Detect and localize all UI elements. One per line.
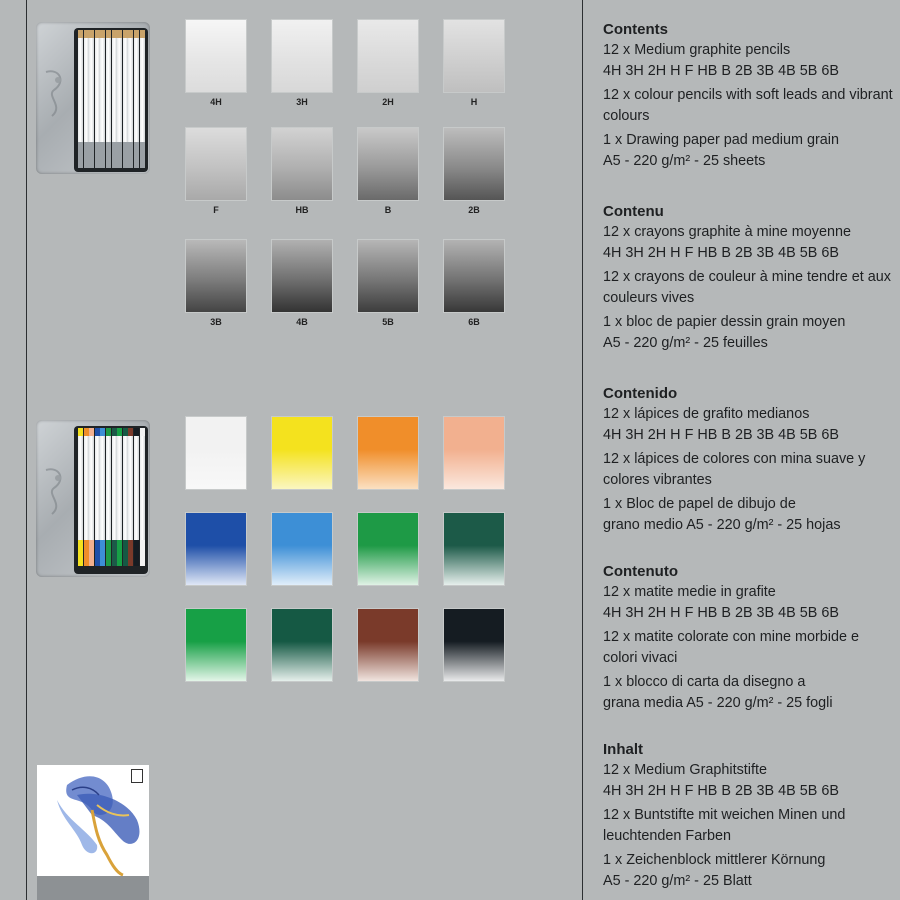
colour-swatch-emerald [186, 609, 246, 681]
graphite-pencil-tin-image [36, 22, 150, 174]
graphite-grade-label: HB [295, 205, 309, 215]
pencil [95, 430, 100, 566]
graphite-grade-label: 2B [468, 205, 480, 215]
pencil [112, 430, 117, 566]
pencil [84, 430, 89, 566]
section-title: Inhalt [603, 741, 643, 758]
colour-swatch-black [444, 609, 504, 681]
pencil [95, 32, 100, 168]
pencil [123, 32, 128, 168]
colour-swatch-dark-green [444, 513, 504, 585]
pad-line: 1 x Drawing paper pad medium grain A5 - 220 g/m² - 25 sheets [603, 132, 839, 169]
colour-swatch-white [186, 417, 246, 489]
pencil [128, 430, 133, 566]
colour-line: 12 x colour pencils with soft leads and vibrant colours [603, 87, 893, 124]
pencil [112, 32, 117, 168]
pencil [89, 430, 94, 566]
graphite-grade-label: 6B [468, 317, 480, 327]
section-title: Contenuto [603, 563, 678, 580]
left-divider-line [26, 0, 27, 900]
colour-swatch-dark-blue [186, 513, 246, 585]
pencil [100, 32, 105, 168]
graphite-swatch-3h [272, 20, 332, 92]
pencil [140, 430, 145, 566]
pencil [117, 32, 122, 168]
colour-swatch-orange [358, 417, 418, 489]
graphite-grade-label: 5B [382, 317, 394, 327]
pencil [123, 430, 128, 566]
graphite-grade-label: 3B [210, 317, 222, 327]
pencil [117, 430, 122, 566]
pencil [134, 32, 139, 168]
graphite-swatch-4b [272, 240, 332, 312]
brand-emblem-icon [40, 62, 72, 122]
pencil [78, 430, 83, 566]
pencil [78, 32, 83, 168]
pencil [106, 430, 111, 566]
pad-line: 1 x Bloc de papel de dibujo de grano medio A5 - 220 g/m² - 25 hojas [603, 496, 841, 533]
graphite-swatch-2h [358, 20, 418, 92]
contents-german [603, 740, 895, 895]
colour-line: 12 x Buntstifte mit weichen Minen und leuchtenden Farben [603, 807, 846, 844]
pencil [128, 32, 133, 168]
pad-cover-strip [37, 876, 149, 900]
colour-line: 12 x matite colorate con mine morbide e colori vivaci [603, 629, 859, 666]
graphite-swatch-b [358, 128, 418, 200]
colour-pencil-tray [74, 426, 148, 574]
contents-french [603, 202, 895, 357]
section-title: Contenu [603, 203, 664, 220]
graphite-line: 12 x matite medie in grafite 4H 3H 2H H F HB B 2B 3B 4B 5B 6B [603, 584, 839, 621]
graphite-line: 12 x Medium Graphitstifte 4H 3H 2H H F HB B 2B 3B 4B 5B 6B [603, 762, 839, 799]
colour-swatch-yellow [272, 417, 332, 489]
graphite-swatch-6b [444, 240, 504, 312]
graphite-swatch-5b [358, 240, 418, 312]
pad-line: 1 x Zeichenblock mittlerer Körnung A5 - 220 g/m² - 25 Blatt [603, 852, 826, 889]
pencil [100, 430, 105, 566]
iris-painting-illustration [37, 765, 149, 876]
graphite-line: 12 x lápices de grafito medianos 4H 3H 2H H F HB B 2B 3B 4B 5B 6B [603, 406, 839, 443]
pad-line: 1 x bloc de papier dessin grain moyen A5 - 220 g/m² - 25 feuilles [603, 314, 846, 351]
colour-swatch-brown [358, 609, 418, 681]
graphite-line: 12 x crayons graphite à mine moyenne 4H 3H 2H H F HB B 2B 3B 4B 5B 6B [603, 224, 851, 261]
contents-english [603, 20, 895, 175]
colour-pencil-tin-image [36, 420, 150, 577]
graphite-grade-label: B [384, 205, 392, 215]
graphite-swatch-f [186, 128, 246, 200]
pencil [140, 32, 145, 168]
graphite-line: 12 x Medium graphite pencils 4H 3H 2H H F HB B 2B 3B 4B 5B 6B [603, 42, 839, 79]
colour-line: 12 x crayons de couleur à mine tendre et aux couleurs vives [603, 269, 891, 306]
graphite-grade-label: 2H [382, 97, 394, 107]
pencil [84, 32, 89, 168]
colour-swatch-peach [444, 417, 504, 489]
right-divider-line [582, 0, 583, 900]
pencil [89, 32, 94, 168]
colour-swatch-light-blue [272, 513, 332, 585]
graphite-swatch-4h [186, 20, 246, 92]
section-title: Contents [603, 21, 668, 38]
graphite-swatch-hb [272, 128, 332, 200]
pad-line: 1 x blocco di carta da disegno a grana media A5 - 220 g/m² - 25 fogli [603, 674, 833, 711]
graphite-grade-label: F [213, 205, 219, 215]
graphite-grade-label: 3H [296, 97, 308, 107]
colour-swatch-teal [272, 609, 332, 681]
graphite-grade-label: H [470, 97, 478, 107]
graphite-swatch-h [444, 20, 504, 92]
pencil [134, 430, 139, 566]
contents-italian [603, 562, 895, 717]
colour-line: 12 x lápices de colores con mina suave y colores vibrantes [603, 451, 866, 488]
graphite-grade-label: 4H [210, 97, 222, 107]
graphite-pencil-tray [74, 28, 148, 172]
pencil [106, 32, 111, 168]
drawing-pad-image [37, 765, 149, 900]
brand-emblem-icon [40, 460, 72, 520]
graphite-swatch-2b [444, 128, 504, 200]
section-title: Contenido [603, 385, 678, 402]
contents-spanish [603, 384, 895, 539]
graphite-grade-label: 4B [296, 317, 308, 327]
colour-swatch-green [358, 513, 418, 585]
graphite-swatch-3b [186, 240, 246, 312]
